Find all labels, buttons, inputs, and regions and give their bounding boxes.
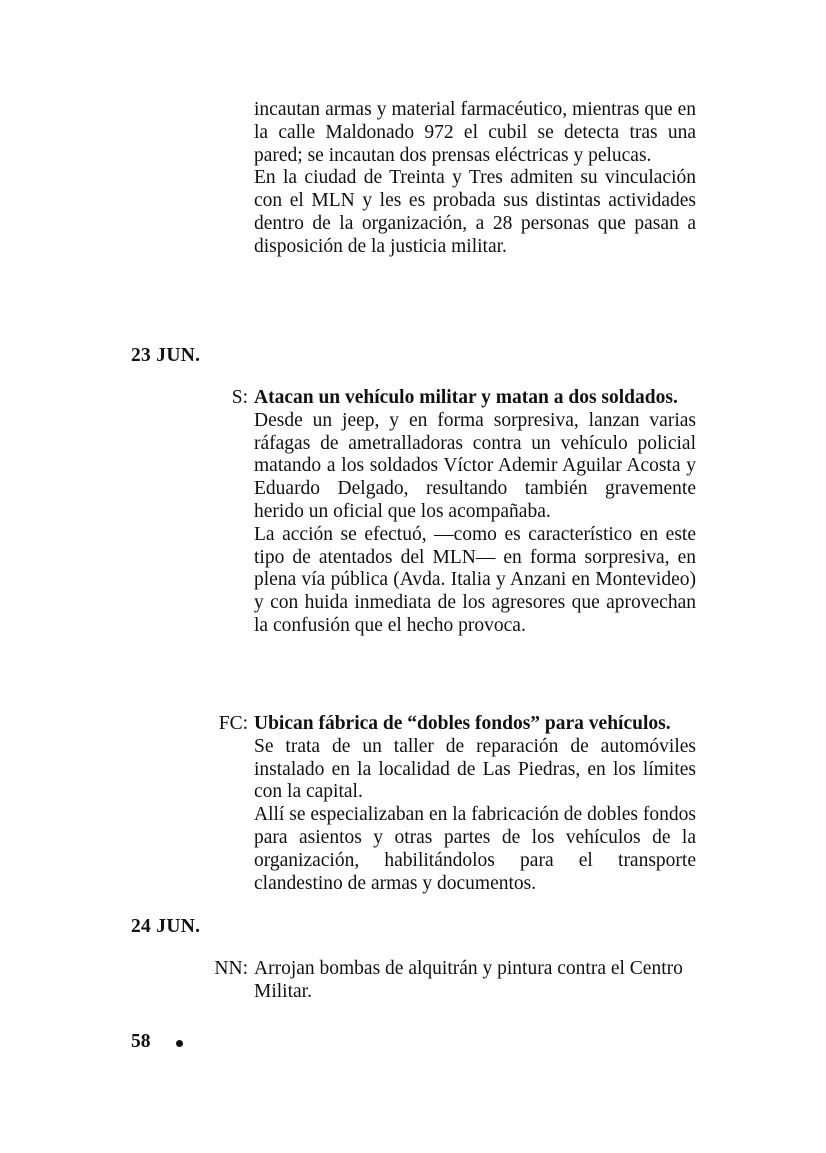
entry-s-paragraph-2: La acción se efectuó, —como es característico en este tipo de atentados del MLN— en forma sorpresiva, en plena vía pública (Avda. Italia y Anzani en Montevideo) y con huida inmediata de los agresores que aprovechan la confusión que el hecho provoca.: [254, 523, 696, 636]
intro-paragraph-2: En la ciudad de Treinta y Tres admiten su vinculación con el MLN y les es probada sus distintas actividades dentro de la organización, a 28 personas que pasan a disposición de la justicia militar.: [254, 167, 696, 257]
entry-code-nn: NN:: [214, 958, 248, 979]
entry-fc-paragraph-2: Allí se especializaban en la fabricación de dobles fondos para asientos y otras partes de los vehículos de la organización, habilitándolos para el transporte clandestino de armas y documentos.: [254, 804, 696, 894]
entry-fc-title: Ubican fábrica de “dobles fondos” para vehículos.: [254, 713, 671, 734]
entry-code-fc: FC:: [218, 713, 248, 734]
entry-code-s: S:: [231, 387, 248, 408]
entry-s-paragraph-1: Desde un jeep, y en forma sorpresiva, lanzan varias ráfagas de ametralladoras contra un vehículo policial matando a los soldados Víctor Ademir Aguilar Acosta y Eduardo Delgado, resultando también gravemente herido un oficial que los acompañaba.: [254, 409, 696, 522]
intro-paragraph-1: incautan armas y material farmacéutico, mientras que en la calle Maldonado 972 el cubil se detecta tras una pared; se incautan dos prensas eléctricas y pelucas.: [254, 99, 696, 166]
entry-nn-paragraph-1: Arrojan bombas de alquitrán y pintura contra el Centro Militar.: [254, 958, 683, 1002]
entry-nn-block: [254, 958, 696, 1004]
entry-fc-block: [254, 713, 696, 895]
entry-s-title: Atacan un vehículo militar y matan a dos soldados.: [254, 387, 678, 408]
intro-block: [254, 99, 696, 259]
page-number: 58: [131, 1031, 151, 1052]
entry-s-block: [254, 387, 696, 638]
date-heading-23-jun: 23 JUN.: [131, 345, 201, 366]
entry-fc-paragraph-1: Se trata de un taller de reparación de automóviles instalado en la localidad de Las Piedras, en los límites con la capital.: [254, 735, 696, 803]
date-heading-24-jun: 24 JUN.: [131, 916, 201, 937]
bullet-icon: [176, 1040, 183, 1047]
